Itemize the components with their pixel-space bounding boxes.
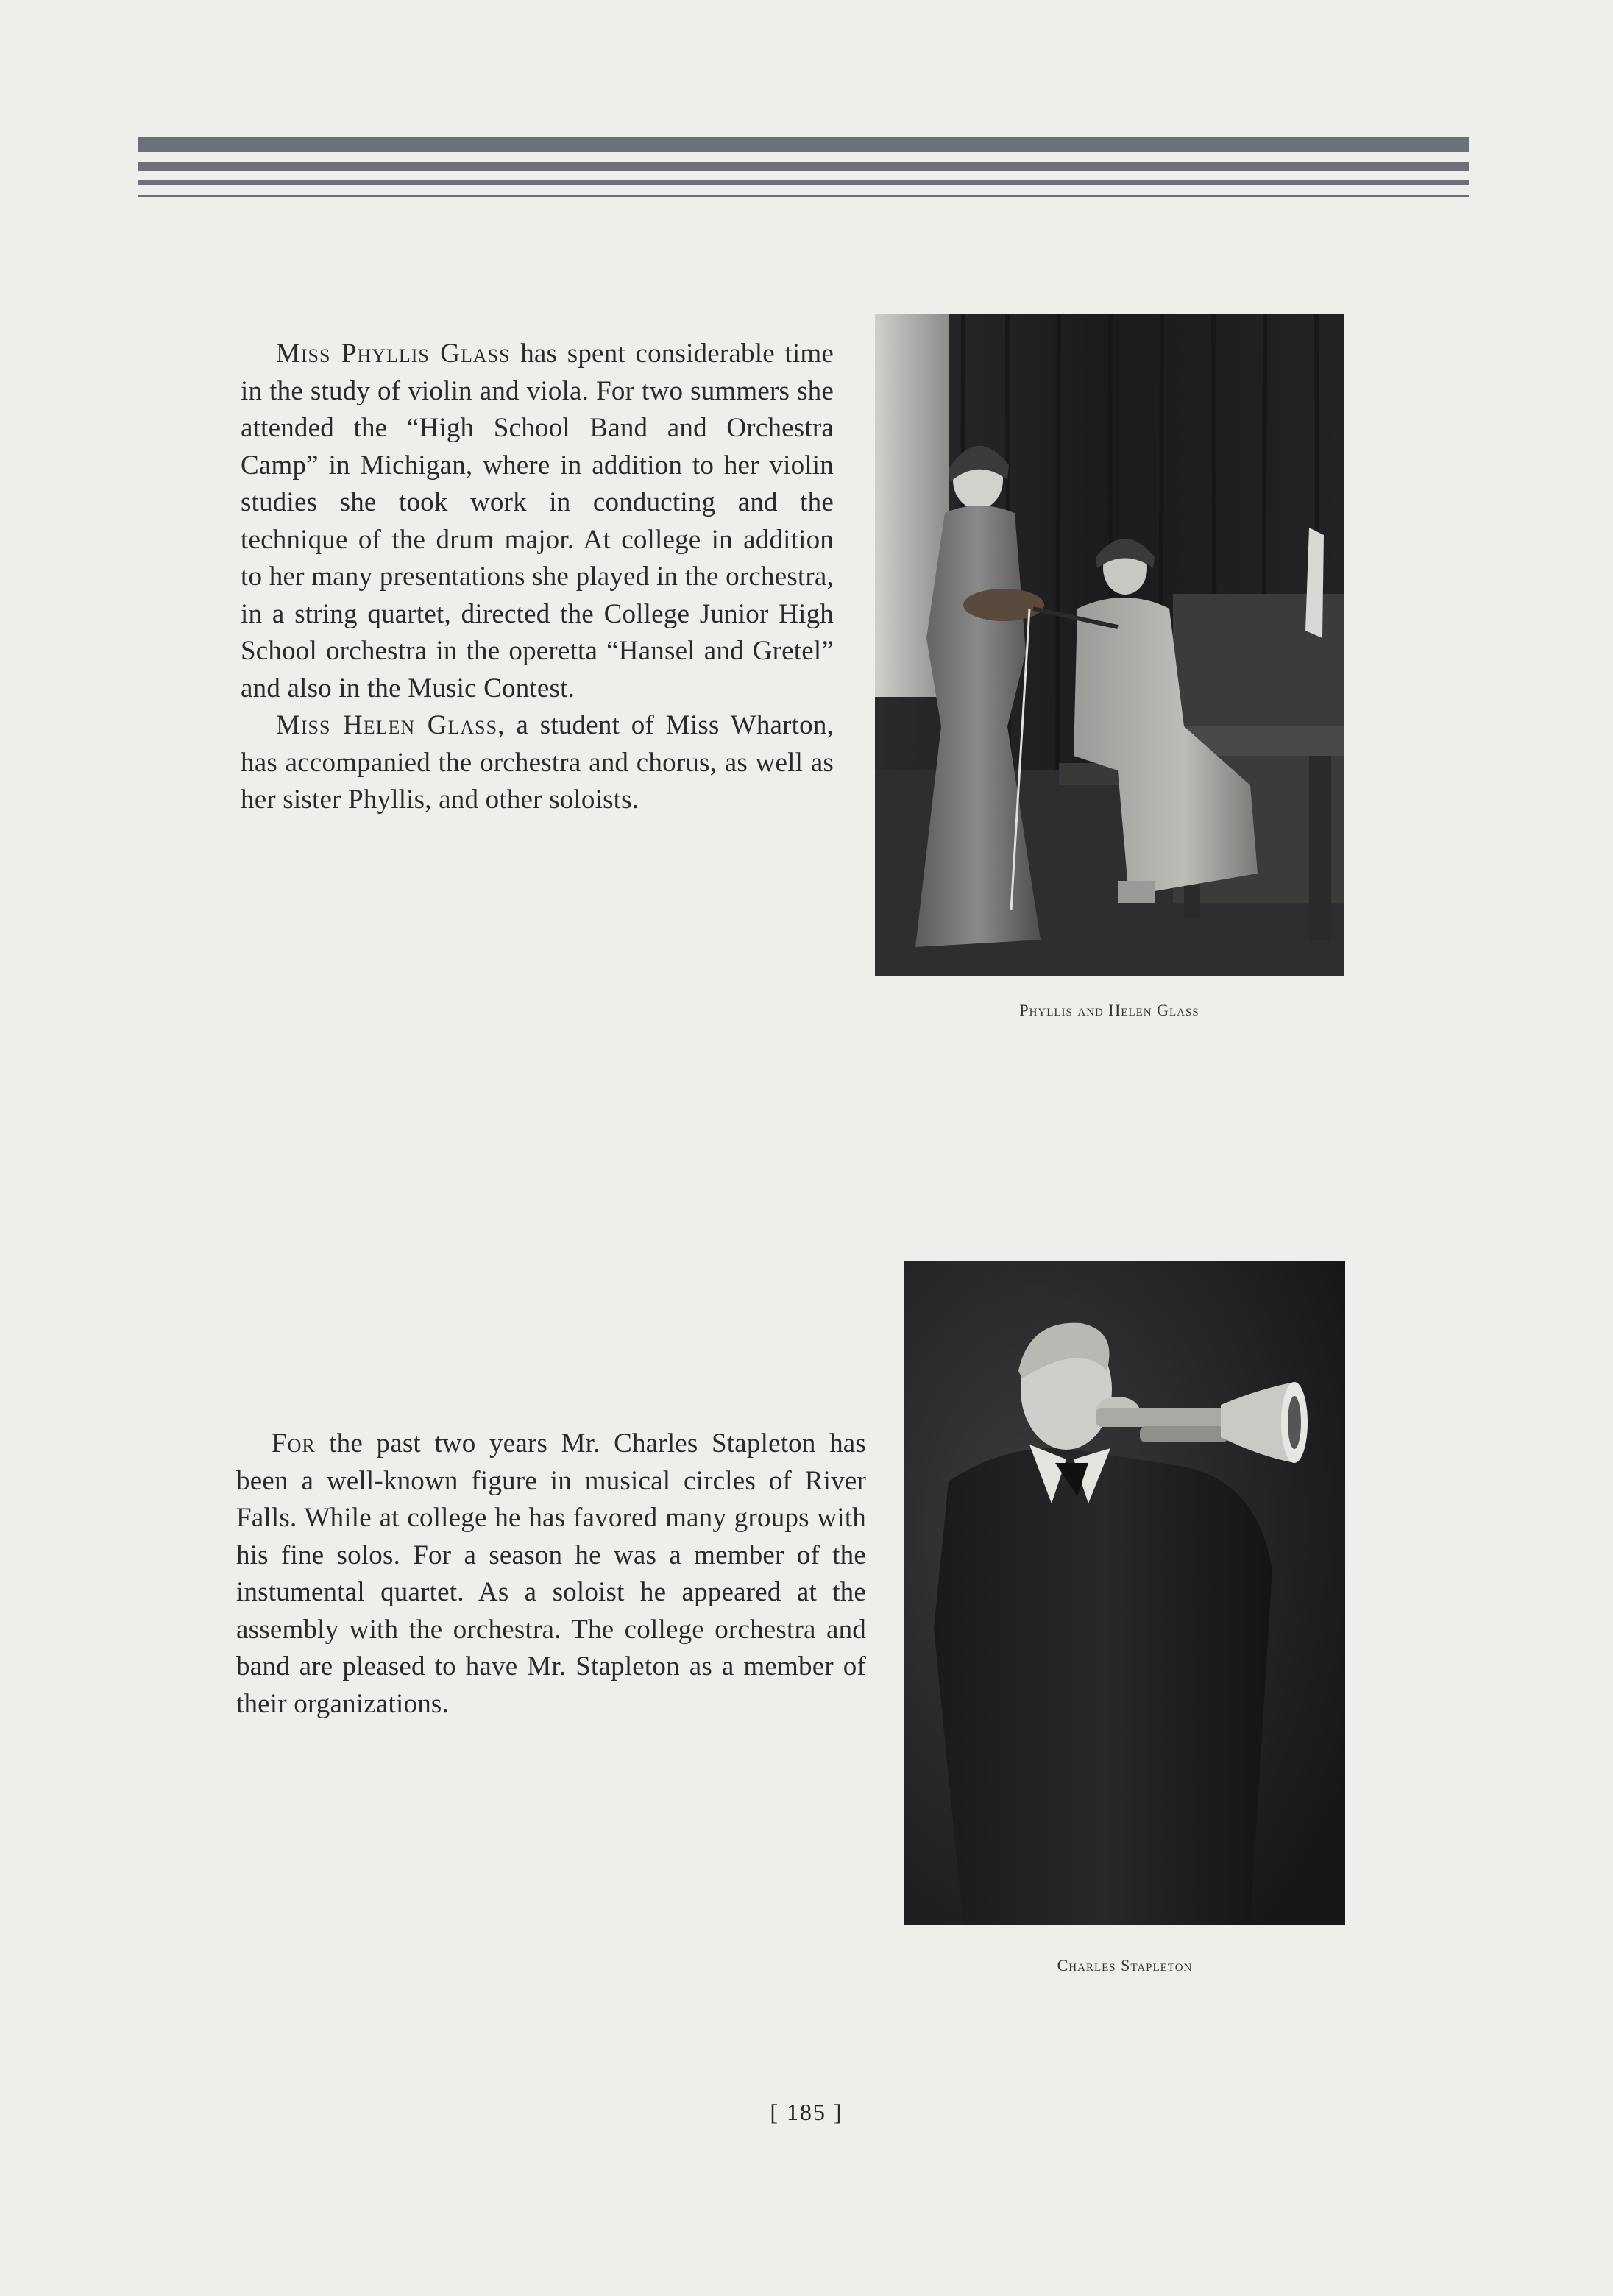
header-rule-hairline xyxy=(138,195,1469,197)
article-glass-text xyxy=(241,336,834,819)
article-stapleton-text xyxy=(236,1425,866,1723)
caption-text-glass: Phyllis and Helen Glass xyxy=(1019,1001,1199,1019)
paragraph-phyllis-text: has spent considerable time in the study of violin and viola. For two summers she attended the “High School Band and Orchestra Camp” in Michigan, where in addition to her violin studies she took work in conducting and the technique of the drum major. At college in addition to her many presentations she played in the orchestra, in a string quartet, directed the College Junior High School orchestra in the operetta “Hansel and Gretel” and also in the Music Contest. xyxy=(241,339,834,704)
paragraph-stapleton xyxy=(236,1425,866,1723)
paragraph-phyllis xyxy=(241,336,834,707)
paragraph-helen xyxy=(241,707,834,819)
photo-charles-stapleton xyxy=(904,1261,1345,1925)
caption-phyllis-helen-glass xyxy=(875,1001,1344,1020)
page-number: [ 185 ] xyxy=(770,2099,843,2125)
caption-text-stapleton: Charles Stapleton xyxy=(1057,1956,1193,1974)
photo-phyllis-helen-glass xyxy=(875,314,1344,976)
name-helen-glass: Miss Helen Glass xyxy=(276,710,498,740)
header-rule-thick xyxy=(138,137,1469,152)
photo-stapleton-drawing xyxy=(904,1261,1345,1925)
header-rule-medium xyxy=(138,162,1469,171)
caption-charles-stapleton xyxy=(904,1956,1345,1975)
photo-glass-drawing xyxy=(875,314,1344,976)
paragraph-stapleton-text: the past two years Mr. Charles Stapleton has been a well-known figure in musical circles of River Falls. While at college he has favored many groups with his fine solos. For a season he was a member of the instumental quartet. As a soloist he appeared at the assembly with the orchestra. The college orchestra and band are pleased to have Mr. Stapleton as a member of their organizations. xyxy=(236,1428,866,1719)
paragraph-helen-text: , a student of Miss Wharton, has accompanied the orchestra and chorus, as well as her sister Phyllis, and other soloists. xyxy=(241,710,834,815)
lead-word-for: For xyxy=(272,1428,316,1459)
header-rule-thin xyxy=(138,180,1469,185)
name-phyllis-glass: Miss Phyllis Glass xyxy=(276,339,511,369)
